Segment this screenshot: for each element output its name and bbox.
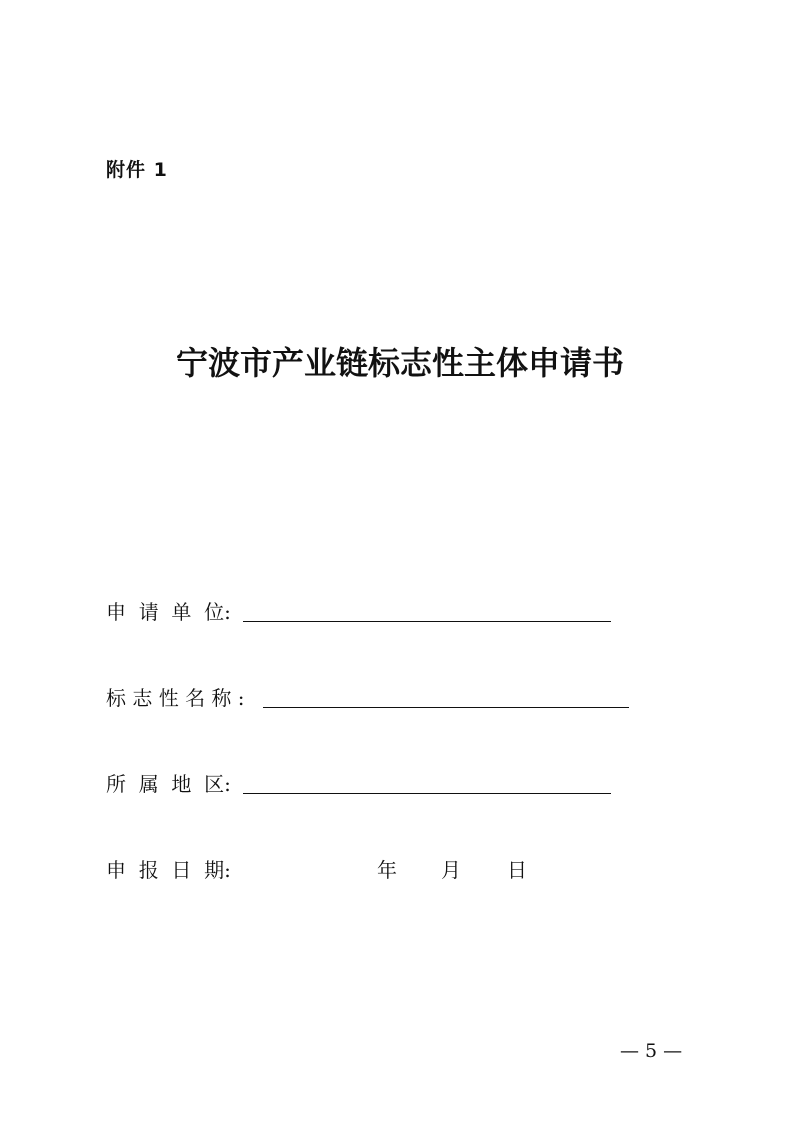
date-label: 申 报 日 期: <box>106 858 231 882</box>
date-day-label: 日 <box>507 858 527 882</box>
document-title: 宁波市产业链标志性主体申请书 <box>175 344 624 382</box>
symbolic-name-field <box>106 684 629 712</box>
applicant-unit-field <box>106 598 611 626</box>
date-month-label: 月 <box>441 858 461 882</box>
date-year-label: 年 <box>377 858 397 882</box>
page-number: — 5 — <box>620 1040 683 1062</box>
attachment-label: 附件 1 <box>106 159 168 181</box>
applicant-unit-label: 申 请 单 位: <box>106 600 231 624</box>
region-label: 所 属 地 区: <box>106 772 231 796</box>
applicant-unit-blank-line <box>243 621 611 622</box>
date-field <box>106 856 231 884</box>
region-field <box>106 770 611 798</box>
symbolic-name-blank-line <box>263 707 629 708</box>
symbolic-name-label: 标 志 性 名 称 : <box>106 686 245 710</box>
region-blank-line <box>243 793 611 794</box>
